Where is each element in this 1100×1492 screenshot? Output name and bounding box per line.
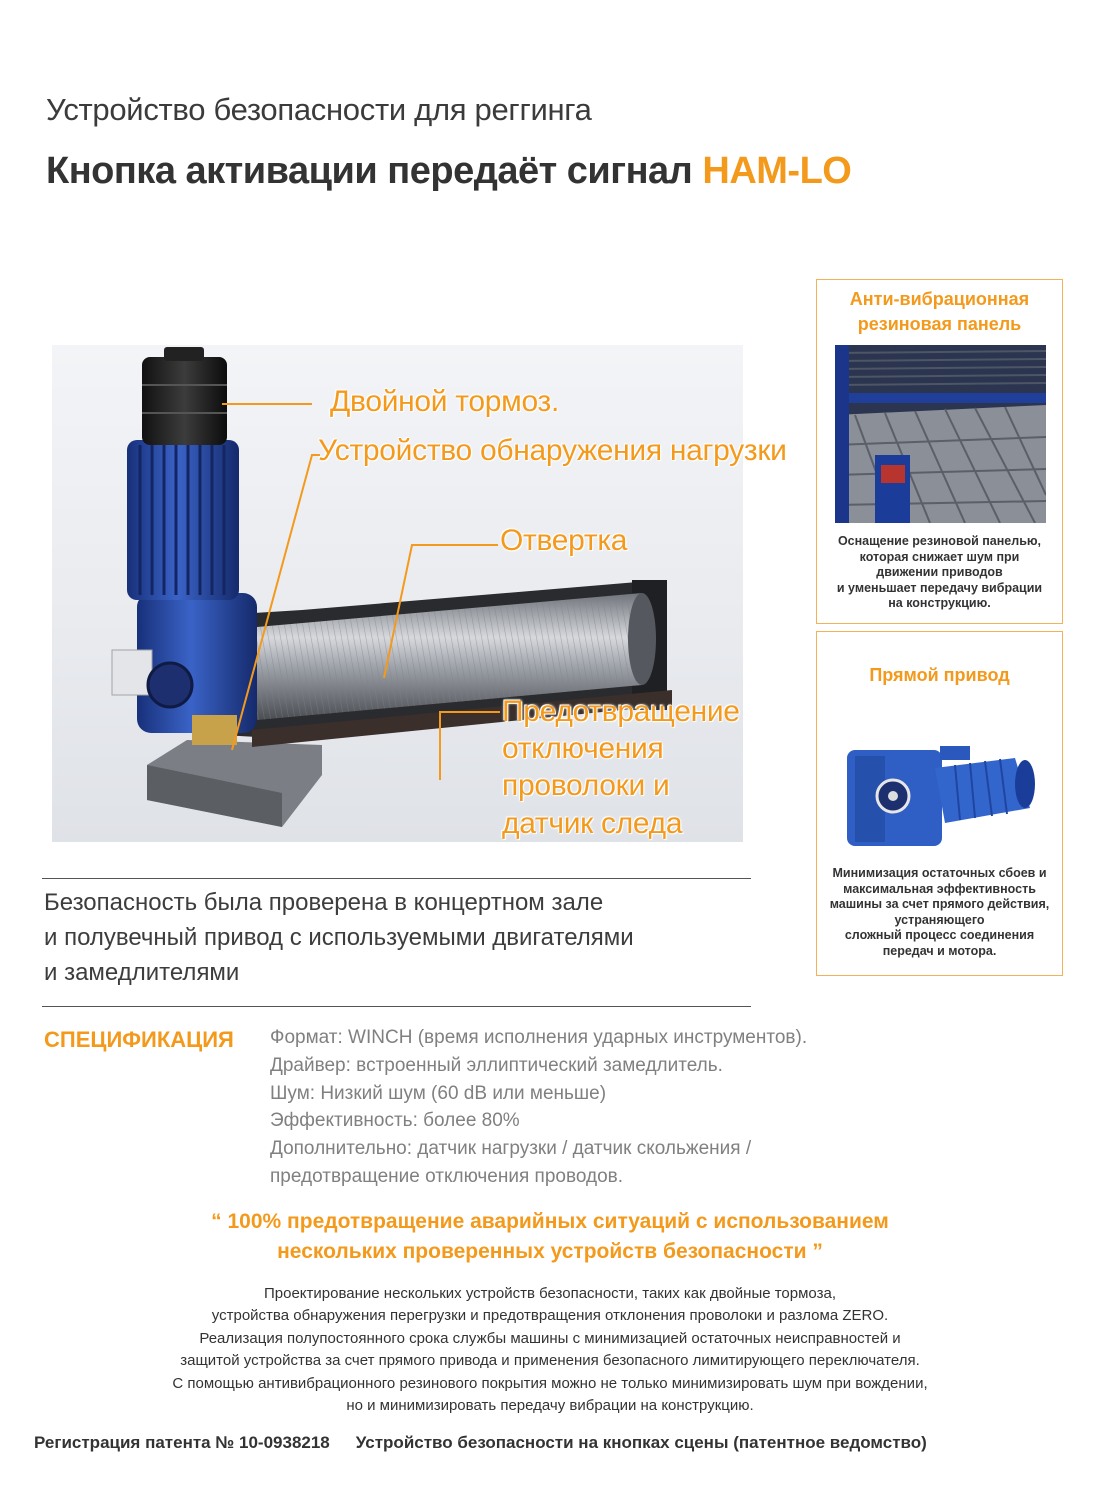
safety-quote — [0, 1207, 1100, 1267]
box-desc-line: и уменьшает передачу вибрации — [836, 580, 1043, 595]
box-desc-line: машины за счет прямого действия, — [829, 897, 1050, 912]
patent-number: Регистрация патента № 10-0938218 — [34, 1433, 330, 1452]
description-paragraph — [0, 1283, 1100, 1417]
safety-line: Безопасность была проверена в концертном зале — [44, 889, 604, 916]
direct-drive-box — [816, 631, 1063, 976]
description-line: С помощью антивибрационного резинового покрытия можно не только минимизировать шум при вождении, — [172, 1374, 928, 1392]
title-accent: HAM-LO — [702, 150, 852, 192]
callout-load-detection: Устройство обнаружения нагрузки — [318, 434, 787, 467]
box-title-line: Прямой привод — [869, 665, 1010, 685]
callout-double-brake: Двойной тормоз. — [330, 385, 560, 418]
box-desc-line: на конструкцию. — [888, 596, 991, 611]
footer — [34, 1433, 927, 1453]
page-title — [46, 150, 851, 193]
box-title-line: Анти-вибрационная — [849, 289, 1030, 309]
box-desc-line: максимальная эффективность — [843, 881, 1036, 896]
description-line: но и минимизировать передачу вибрации на конструкцию. — [346, 1397, 754, 1415]
description-line: Проектирование нескольких устройств безопасности, таких как двойные тормоза, — [264, 1285, 836, 1302]
spec-list — [270, 1024, 807, 1191]
spec-item: Формат: WINCH (время исполнения ударных инструментов). — [270, 1027, 808, 1048]
divider-bottom — [42, 1006, 751, 1007]
box-desc-line: Минимизация остаточных сбоев и — [832, 866, 1047, 880]
description-line: Реализация полупостоянного срока службы машины с минимизацией остаточных неисправностей и — [199, 1329, 901, 1347]
box-desc-line: сложный процесс соединения — [844, 928, 1035, 943]
box-desc-line: передач и мотора. — [882, 943, 997, 958]
callout-line: отключения — [502, 732, 664, 766]
safety-line: и замедлителями — [44, 959, 240, 986]
box-desc-line: Оснащение резиновой панелью, — [837, 534, 1042, 548]
patent-device: Устройство безопасности на кнопках сцены (патентное ведомство) — [355, 1433, 927, 1452]
page-subtitle: Устройство безопасности для реггинга — [46, 92, 592, 127]
spec-item: Драйвер: встроенный эллиптический замедлитель. — [270, 1054, 723, 1076]
title-main: Кнопка активации передаёт сигнал — [46, 150, 703, 192]
box-title — [817, 287, 1062, 337]
description-line: устройства обнаружения перегрузки и предотвращения отклонения проволоки и разлома ZERO. — [211, 1307, 889, 1325]
spec-item: Шум: Низкий шум (60 dB или меньше) — [270, 1082, 607, 1104]
callout-screwdriver: Отвертка — [500, 524, 628, 557]
box-desc-line: устраняющего — [894, 912, 985, 927]
spec-item: Эффективность: более 80% — [270, 1110, 520, 1132]
callout-line: датчик следа — [502, 806, 683, 840]
box-description — [817, 866, 1062, 960]
spec-label: СПЕЦИФИКАЦИЯ — [44, 1027, 234, 1052]
box-description — [817, 534, 1062, 612]
box-desc-line: движении приводов — [876, 565, 1003, 580]
box-title-line: резиновая панель — [857, 314, 1022, 334]
spec-item: Дополнительно: датчик нагрузки / датчик скольжения / — [270, 1138, 752, 1160]
divider-top — [42, 878, 751, 879]
quote-line: “ 100% предотвращение аварийных ситуаций с использованием — [211, 1210, 889, 1233]
anti-vibration-box — [816, 279, 1063, 624]
description-line: защитой устройства за счет прямого привода и применения безопасного лимитирующего переключателя. — [180, 1352, 920, 1370]
box-desc-line: которая снижает шум при — [859, 549, 1020, 564]
spec-item: предотвращение отключения проводов. — [270, 1165, 624, 1187]
callout-line: проволоки и — [502, 769, 670, 803]
box-title — [817, 663, 1062, 688]
safety-text — [44, 885, 634, 990]
callout-wire-prevention — [502, 693, 740, 842]
safety-line: и полувечный привод с используемыми двигателями — [44, 924, 634, 951]
rubber-panel-image — [835, 345, 1046, 523]
direct-drive-motor-image — [835, 728, 1046, 856]
quote-line: нескольких проверенных устройств безопасности ” — [277, 1240, 823, 1263]
callout-line: Предотвращение — [502, 695, 740, 728]
